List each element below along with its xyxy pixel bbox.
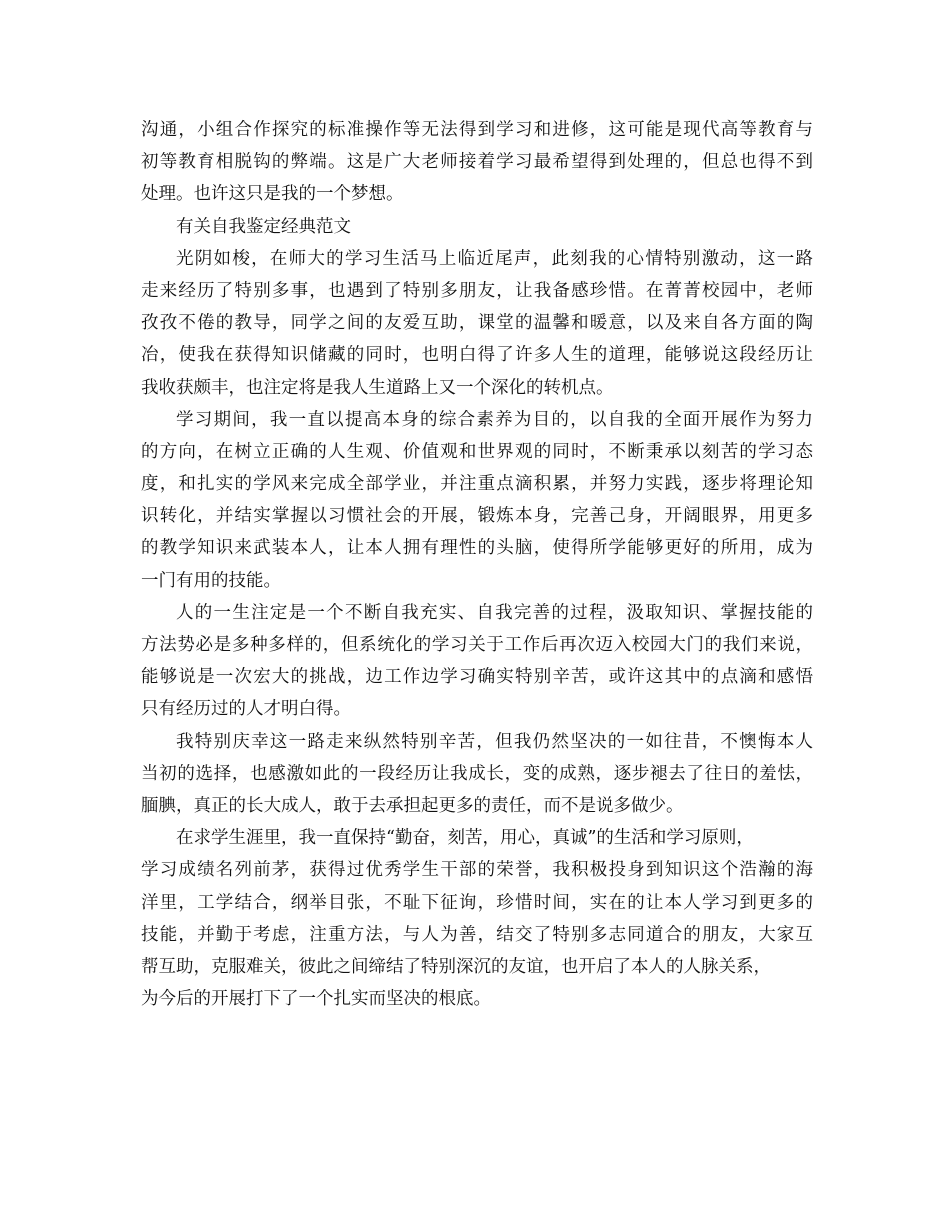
text-line: 一门有用的技能。 [141, 570, 281, 591]
text-line: 洋里，工学结合，纲举目张，不耻下征询，珍惜时间，实在的让本人学习到更多的 [141, 892, 813, 913]
paragraph [141, 726, 813, 823]
paragraph [141, 597, 813, 726]
text-line: 处理。也许这只是我的一个梦想。 [141, 184, 404, 205]
text-line: 初等教育相脱钩的弊端。这是广大老师接着学习最希望得到处理的，但总也得不到 [141, 152, 813, 173]
text-line: 学习成绩名列前茅，获得过优秀学生干部的荣誉，我积极投身到知识这个浩瀚的海 [141, 860, 813, 881]
text-line: 当初的选择，也感激如此的一段经历让我成长，变的成熟，逐步褪去了往日的羞怯， [141, 763, 813, 784]
text-line: 孜孜不倦的教导，同学之间的友爱互助，课堂的温馨和暖意，以及来自各方面的陶 [141, 313, 813, 334]
text-line: 光阴如梭，在师大的学习生活马上临近尾声，此刻我的心情特别激动，这一路 [176, 248, 813, 269]
section-heading [141, 211, 813, 243]
paragraph [141, 822, 813, 1015]
paragraph [141, 404, 813, 597]
text-line: 方法势必是多种多样的，但系统化的学习关于工作后再次迈入校园大门的我们来说， [141, 635, 813, 655]
text-line: 能够说是一次宏大的挑战，边工作边学习确实特别辛苦，或许这其中的点滴和感悟 [141, 667, 813, 688]
text-line: 为今后的开展打下了一个扎实而坚决的根底。 [141, 989, 491, 1010]
text-line: 人的一生注定是一个不断自我充实、自我完善的过程，汲取知识、掌握技能的 [176, 602, 813, 623]
text-line: 腼腆，真正的长大成人，敢于去承担起更多的责任，而不是说多做少。 [141, 795, 684, 816]
text-line: 度，和扎实的学风来完成全部学业，并注重点滴积累，并努力实践，逐步将理论知 [141, 474, 813, 495]
text-line: 识转化，并结实掌握以习惯社会的开展，锻炼本身，完善己身，开阔眼界，用更多 [141, 506, 813, 527]
text-line: 技能，并勤于考虑，注重方法，与人为善，结交了特别多志同道合的朋友，大家互 [141, 924, 813, 945]
paragraph [141, 114, 813, 211]
text-line: 我特别庆幸这一路走来纵然特别辛苦，但我仍然坚决的一如往昔，不懊悔本人 [176, 731, 813, 752]
text-line: 走来经历了特别多事，也遇到了特别多朋友，让我备感珍惜。在菁菁校园中，老师 [141, 280, 813, 301]
text-line: 冶，使我在获得知识储藏的同时，也明白得了许多人生的道理，能够说这段经历让 [141, 345, 813, 366]
text-line: 的方向，在树立正确的人生观、价值观和世界观的同时，不断秉承以刻苦的学习态 [141, 441, 813, 462]
document-body [141, 114, 813, 1015]
text-line: 只有经历过的人才明白得。 [141, 699, 351, 720]
text-line: 我收获颇丰，也注定将是我人生道路上又一个深化的转机点。 [141, 377, 614, 398]
text-line: 沟通，小组合作探究的标准操作等无法得到学习和进修，这可能是现代高等教育与 [141, 120, 813, 140]
text-line: 学习期间，我一直以提高本身的综合素养为目的，以自我的全面开展作为努力 [176, 409, 813, 430]
text-line: 帮互助，克服难关，彼此之间缔结了特别深沉的友谊，也开启了本人的人脉关系， [141, 956, 771, 977]
paragraph [141, 243, 813, 404]
text-line: 在求学生涯里，我一直保持“勤奋，刻苦，用心，真诚”的生活和学习原则， [176, 828, 754, 849]
text-line: 的教学知识来武装本人，让本人拥有理性的头脑，使得所学能够更好的所用，成为 [141, 538, 813, 559]
heading-text: 有关自我鉴定经典范文 [176, 216, 351, 237]
